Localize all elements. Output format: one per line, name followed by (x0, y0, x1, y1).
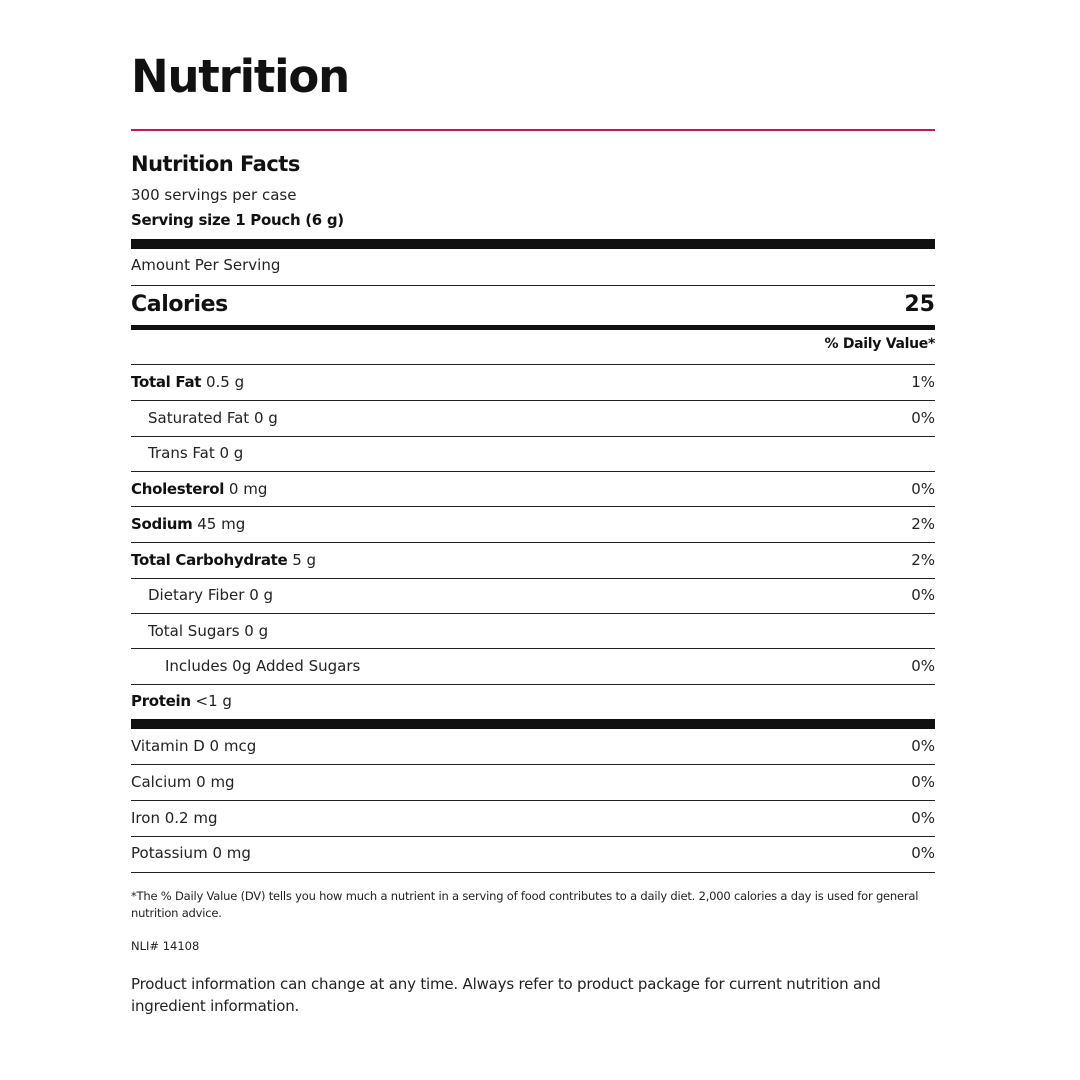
nutrient-label: Includes 0g Added Sugars (165, 657, 361, 675)
nutrient-row-total-sugars (131, 614, 935, 649)
nutrient-dv: 1% (911, 373, 935, 391)
daily-value-footnote: *The % Daily Value (DV) tells you how much a nutrient in a serving of food contributes to a daily diet. 2,000 calories a day is used for general nutrition advice. (131, 889, 919, 920)
nutrient-row-sodium (131, 507, 935, 542)
medium-divider (131, 325, 935, 330)
nutrient-dv: 0% (911, 586, 935, 604)
amount-per-serving: Amount Per Serving (131, 256, 281, 274)
page-title: Nutrition (131, 50, 349, 103)
divider (131, 285, 935, 286)
nutrient-row-saturated-fat (131, 401, 935, 436)
vitamin-row-vitamin-d (131, 729, 935, 764)
nutrient-label: Dietary Fiber 0 g (148, 586, 274, 604)
calories-value: 25 (904, 292, 935, 317)
nutrient-row-cholesterol (131, 472, 935, 507)
servings-per-case: 300 servings per case (131, 186, 297, 204)
nutrient-row-trans-fat (131, 436, 935, 471)
nutrient-label: Total Fat 0.5 g (131, 373, 245, 391)
serving-size: Serving size 1 Pouch (6 g) (131, 211, 344, 229)
calories-label: Calories (131, 292, 228, 317)
vitamin-row-potassium (131, 836, 935, 871)
nutrition-facts-heading: Nutrition Facts (131, 152, 300, 176)
nutrient-row-protein (131, 684, 935, 719)
daily-value-header: % Daily Value* (824, 336, 935, 352)
thick-divider-vitamins (131, 719, 935, 729)
nutrient-row-dietary-fiber (131, 578, 935, 613)
vitamin-label: Vitamin D 0 mcg (131, 737, 257, 755)
nli-number: NLI# 14108 (131, 939, 200, 953)
nutrient-row-total-carbohydrate (131, 543, 935, 578)
nutrient-label: Total Sugars 0 g (148, 622, 269, 640)
nutrient-dv: 0% (911, 480, 935, 498)
nutrient-label: Sodium 45 mg (131, 515, 246, 533)
nutrient-row-total-fat (131, 365, 935, 400)
thick-divider-top (131, 239, 935, 249)
nutrient-dv: 2% (911, 515, 935, 533)
vitamin-dv: 0% (911, 844, 935, 862)
vitamin-row-iron (131, 801, 935, 836)
nutrient-label: Total Carbohydrate 5 g (131, 551, 317, 569)
nutrient-dv: 0% (911, 409, 935, 427)
nutrient-row-added-sugars (131, 649, 935, 684)
product-disclaimer: Product information can change at any time. Always refer to product package for current nutrition and ingredient information. (131, 975, 881, 1015)
divider (131, 872, 935, 873)
vitamin-label: Potassium 0 mg (131, 844, 251, 862)
nutrient-label: Trans Fat 0 g (148, 444, 244, 462)
nutrient-dv: 0% (911, 657, 935, 675)
vitamin-dv: 0% (911, 773, 935, 791)
nutrient-label: Saturated Fat 0 g (148, 409, 278, 427)
vitamin-row-calcium (131, 765, 935, 800)
vitamin-label: Iron 0.2 mg (131, 809, 218, 827)
vitamin-dv: 0% (911, 809, 935, 827)
nutrient-label: Cholesterol 0 mg (131, 480, 268, 498)
vitamin-dv: 0% (911, 737, 935, 755)
nutrient-dv: 2% (911, 551, 935, 569)
accent-divider (131, 129, 935, 131)
vitamin-label: Calcium 0 mg (131, 773, 235, 791)
nutrient-label: Protein <1 g (131, 692, 232, 710)
